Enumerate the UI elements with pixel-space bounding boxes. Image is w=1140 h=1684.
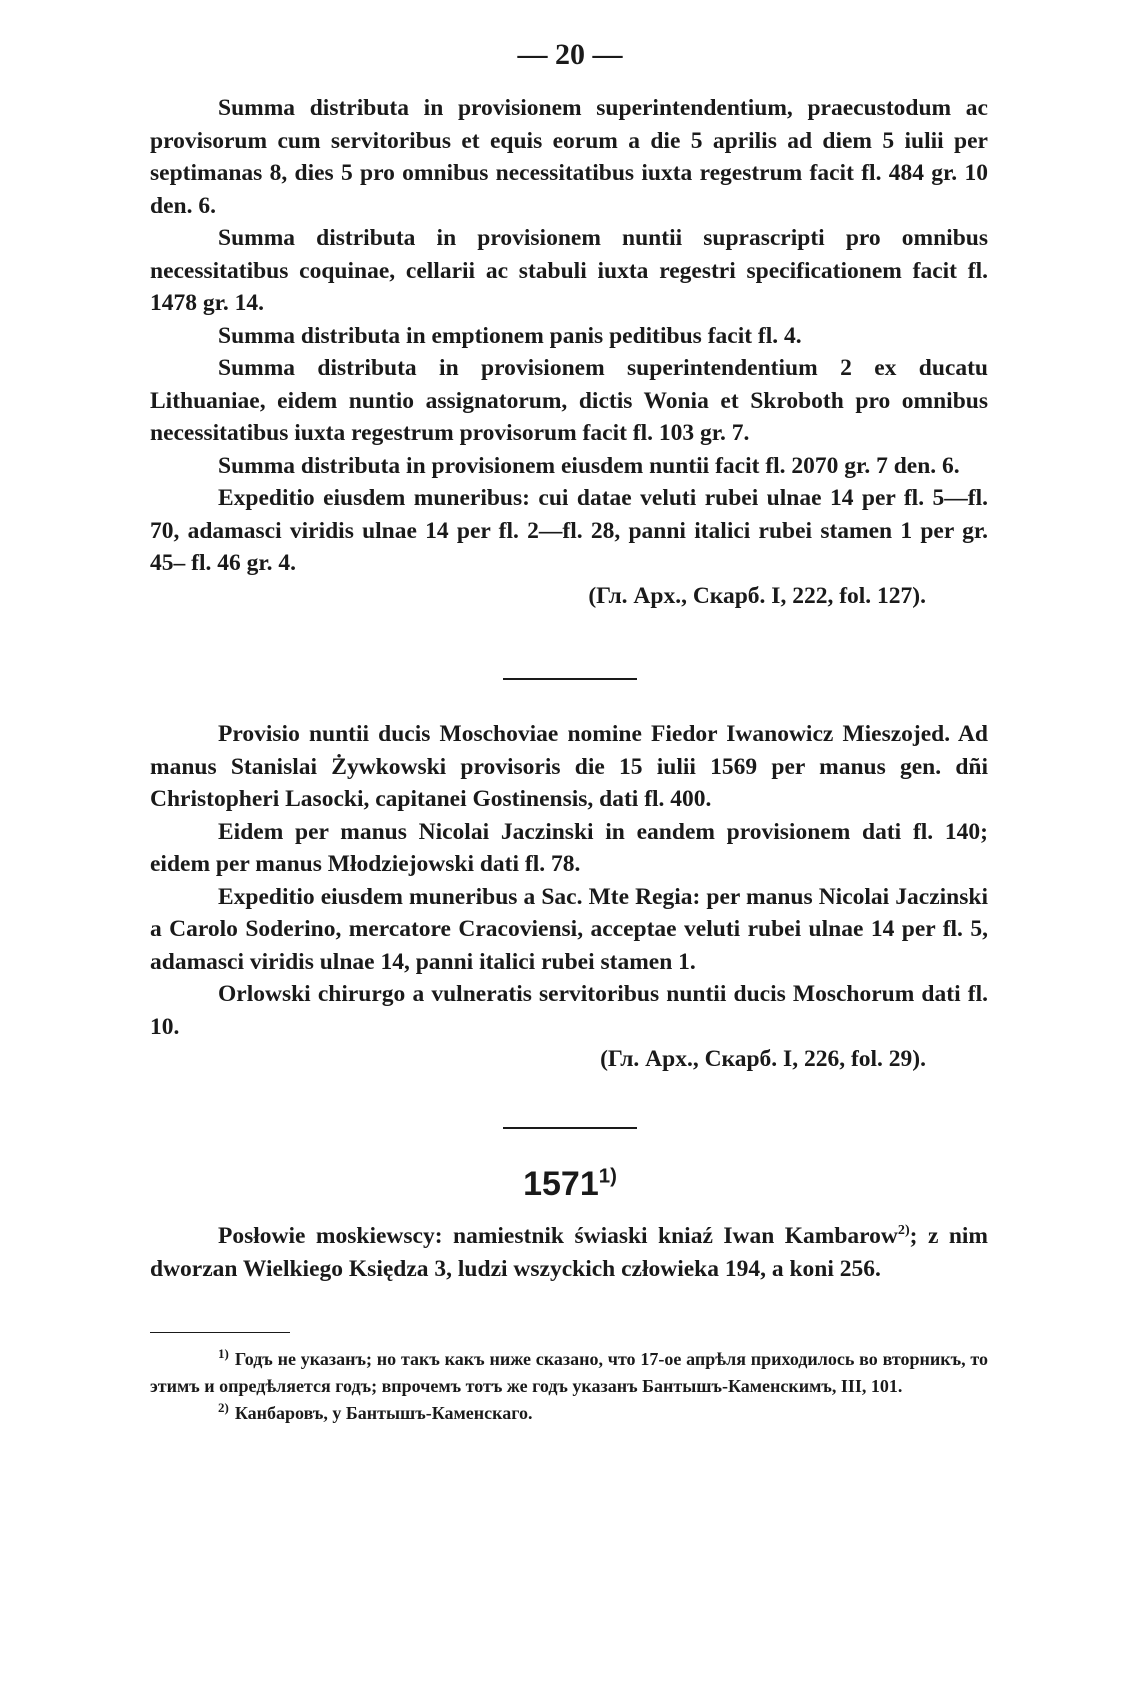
footnote-text: Канбаровъ, у Бантышъ-Каменскаго. (234, 1403, 533, 1423)
footnote-ref: 2) (897, 1222, 910, 1239)
separator-rule (503, 678, 637, 680)
paragraph: Summa distributa in provisionem nuntii suprascripti pro omnibus necessitatibus coquinae, cellarii ac stabuli iuxta regestri specificationem facit fl. 1478 gr. 14. (150, 225, 988, 316)
footnote-ref: 1) (598, 1165, 617, 1188)
archive-citation: (Гл. Арх., Скарб. I, 226, fol. 29). (600, 1046, 926, 1072)
separator-rule (503, 1127, 637, 1129)
section-provisio-nuntii (150, 718, 988, 1076)
section-1571 (150, 1220, 988, 1285)
paragraph: Orlowski chirurgo a vulneratis servitoribus nuntii ducis Moschorum dati fl. 10. (150, 981, 988, 1040)
footnote (150, 1400, 988, 1427)
paragraph: Summa distributa in emptionem panis peditibus facit fl. 4. (218, 322, 802, 349)
paragraph: Expeditio eiusdem muneribus: cui datae veluti rubei ulnae 14 per fl. 5—fl. 70, adamasci viridis ulnae 14 per fl. 2—fl. 28, panni italici rubei stamen 1 per gr. 45– fl. 46 gr. 4. (150, 485, 988, 576)
paragraph: Expeditio eiusdem muneribus a Sac. Mte Regia: per manus Nicolai Jaczinski a Carolo Soderino, mercatore Cracoviensi, acceptae veluti rubei ulnae 14 per fl. 5, adamasci viridis ulnae 14, panni italici rubei stamen 1. (150, 883, 988, 975)
paragraph-text: Posłowie moskiewscy: namiestnik świaski kniaź Iwan Kambarow (218, 1223, 898, 1249)
page-number: — 20 — (517, 38, 623, 71)
footnote-text: Годъ не указанъ; но такъ какъ ниже сказано, что 17-ое апрѣля приходилось во вторникъ, то этимъ и опредѣляется годъ; впрочемъ тотъ же годъ указанъ Бантышъ-Каменскимъ, III, 101. (150, 1349, 988, 1396)
paragraph: Summa distributa in provisionem eiusdem nuntii facit fl. 2070 gr. 7 den. 6. (218, 452, 960, 479)
paragraph (150, 1220, 988, 1285)
footnote (150, 1346, 988, 1400)
paragraph: Provisio nuntii ducis Moschoviae nomine Fiedor Iwanowicz Mieszojed. Ad manus Stanislai Żywkowski provisoris die 15 iulii 1569 per manus gen. dñi Christopheri Lasocki, capitanei Gostinensis, dati fl. 400. (150, 721, 988, 812)
footnote-mark: 2) (218, 1400, 229, 1415)
footnote-rule (150, 1332, 290, 1333)
paragraph-text: ; z nim dworzan Wielkiego Księdza 3, ludzi wszyckich człowieka 194, a koni 256. (150, 1223, 989, 1282)
paragraph: Eidem per manus Nicolai Jaczinski in eandem provisionem dati fl. 140; eidem per manus Młodziejowski dati fl. 78. (150, 818, 988, 877)
paragraph: Summa distributa in provisionem superintendentium, praecustodum ac provisorum cum servitoribus et equis eorum a die 5 aprilis ad diem 5 iulii per septimanas 8, dies 5 pro omnibus necessitatibus iuxta regestrum facit fl. 484 gr. 10 den. 6. (150, 95, 988, 219)
section-treasury-accounts (150, 92, 988, 612)
paragraph: Summa distributa in provisionem superintendentium 2 ex ducatu Lithuaniae, eidem nuntio assignatorum, dictis Wonia et Skroboth pro omnibus necessitatibus iuxta regestrum provisorum facit fl. 103 gr. 7. (150, 355, 988, 446)
footnotes (150, 1346, 988, 1427)
footnote-mark: 1) (218, 1346, 229, 1361)
year-heading (0, 1165, 1140, 1204)
year-label: 1571 (523, 1165, 599, 1203)
archive-citation: (Гл. Арх., Скарб. I, 222, fol. 127). (588, 582, 926, 609)
